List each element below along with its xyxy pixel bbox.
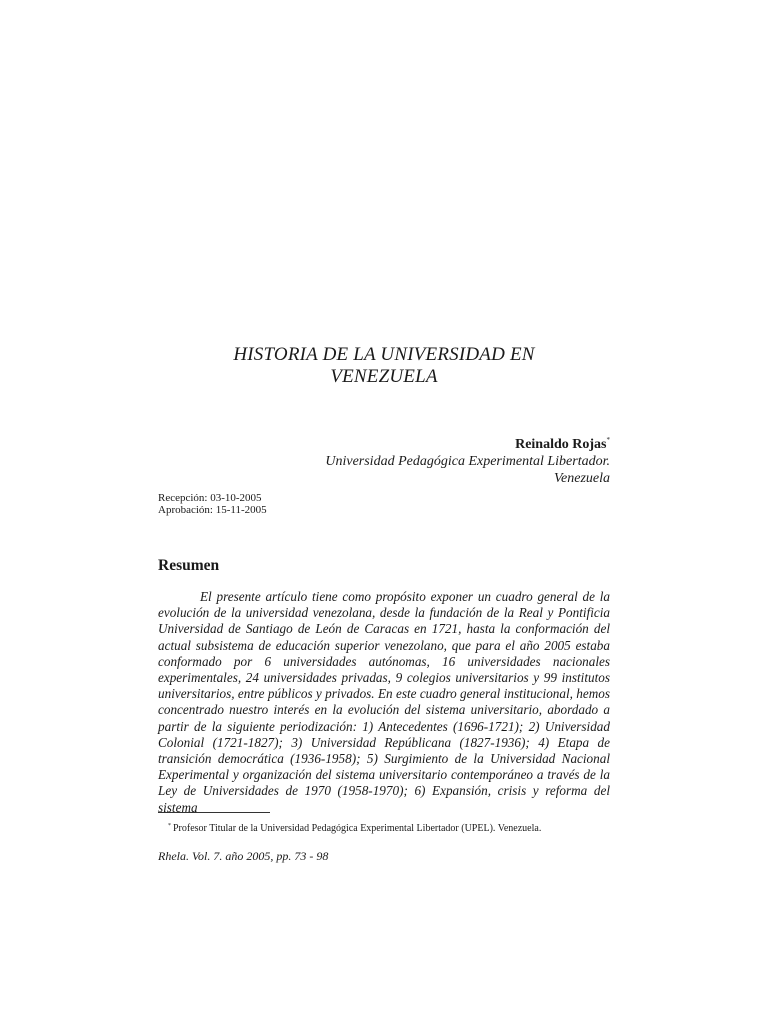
received-date: Recepción: 03-10-2005 — [158, 492, 262, 504]
author-name-line — [325, 432, 610, 453]
author-country: Venezuela — [554, 471, 610, 486]
journal-reference: Rhela. Vol. 7. año 2005, pp. 73 - 98 — [158, 849, 329, 863]
footnote-mark: * — [168, 823, 171, 829]
author-block — [325, 432, 610, 487]
author-footnote-mark: * — [606, 436, 610, 444]
footnote-text: Profesor Titular de la Universidad Pedagógica Experimental Libertador (UPEL). Venezuela. — [173, 823, 542, 834]
article-title-line-1: HISTORIA DE LA UNIVERSIDAD EN — [233, 344, 535, 365]
article-title-line-2: VENEZUELA — [330, 366, 438, 387]
article-title — [158, 344, 610, 388]
submission-dates — [158, 492, 267, 516]
footnote — [168, 820, 541, 835]
author-name: Reinaldo Rojas — [515, 437, 607, 452]
author-affiliation: Universidad Pedagógica Experimental Libertador. — [325, 454, 610, 469]
abstract-heading: Resumen — [158, 557, 220, 574]
footnote-divider — [158, 812, 270, 813]
abstract-text: El presente artículo tiene como propósito exponer un cuadro general de la evolución de la universidad venezolana, desde la fundación de la Real y Pontificia Universidad de Santiago de León de Caracas en 1721, hasta la conformación del actual subsistema de educación superior venezolano, que para el año 2005 estaba conformado por 6 universidades autónomas, 16 universidades nacionales experimentales, 24 universidades privadas, 9 colegios universitarios y 99 institutos universitarios, entre públicos y privados. En este cuadro general institucional, hemos concentrado nuestro interés en la evolución del sistema universitario, abordado a partir de la siguiente periodización: 1) Antecedentes (1696-1721); 2) Universidad Colonial (1721-1827); 3) Universidad Repúblicana (1827-1936); 4) Etapa de transición democrática (1936-1958); 5) Surgimiento de la Universidad Nacional Experimental y organización del sistema universitario contemporáneo a través de la Ley de Universidades de 1970 (1958-1970); 6) Expansión, crisis y reforma del sistema — [158, 589, 610, 815]
approved-date: Aprobación: 15-11-2005 — [158, 504, 267, 516]
